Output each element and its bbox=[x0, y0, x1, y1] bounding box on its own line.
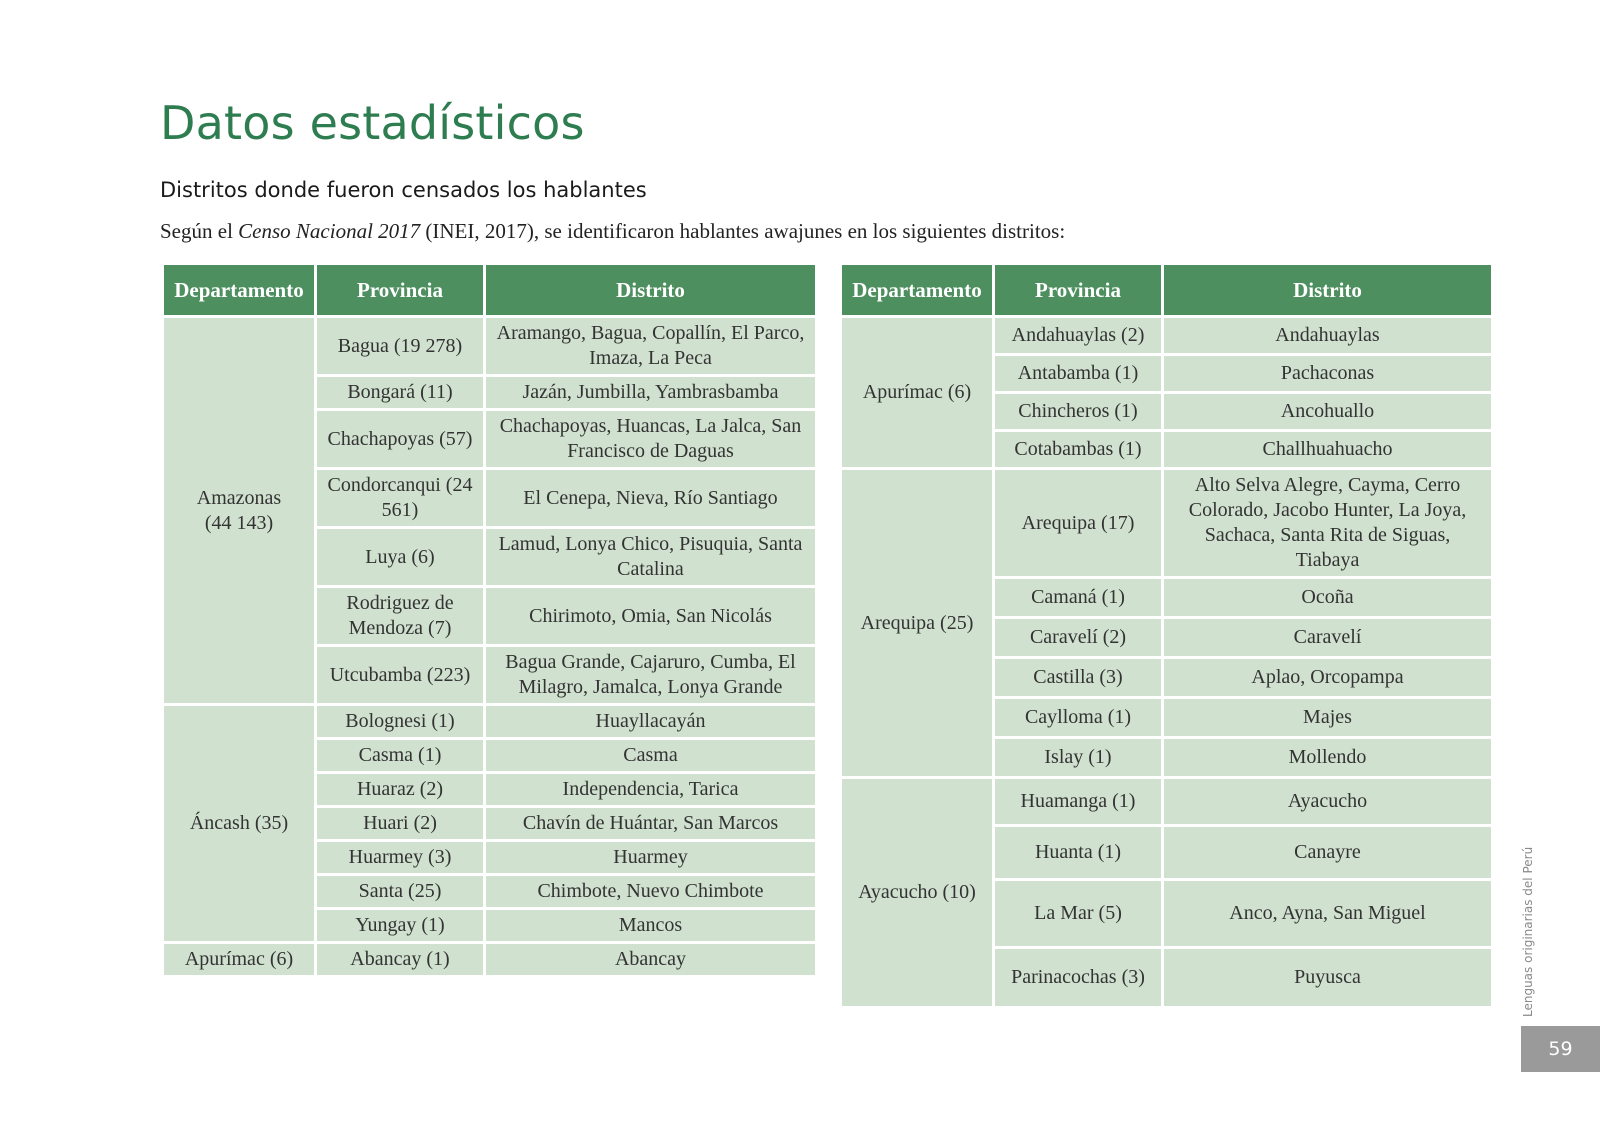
running-title: Lenguas originarias del Perú bbox=[1521, 846, 1535, 1017]
page-number: 59 bbox=[1521, 1026, 1600, 1072]
district-cell: Canayre bbox=[1163, 826, 1493, 880]
province-cell: Bongará (11) bbox=[316, 376, 485, 410]
department-cell: Apurímac (6) bbox=[841, 317, 994, 469]
district-cell: Caravelí bbox=[1163, 618, 1493, 658]
department-cell: Ayacucho (10) bbox=[841, 778, 994, 1008]
province-cell: Abancay (1) bbox=[316, 943, 485, 977]
header-departamento: Departamento bbox=[163, 264, 316, 317]
district-cell: Aplao, Orcopampa bbox=[1163, 658, 1493, 698]
district-cell: Aramango, Bagua, Copallín, El Parco, Imaza, La Peca bbox=[485, 317, 817, 376]
province-cell: Bagua (19 278) bbox=[316, 317, 485, 376]
province-cell: La Mar (5) bbox=[994, 880, 1163, 948]
census-table-right bbox=[839, 262, 1494, 1009]
province-cell: Rodriguez de Mendoza (7) bbox=[316, 587, 485, 646]
table-body bbox=[163, 317, 817, 977]
district-cell: Chirimoto, Omia, San Nicolás bbox=[485, 587, 817, 646]
province-cell: Chincheros (1) bbox=[994, 393, 1163, 431]
district-cell: Pachaconas bbox=[1163, 355, 1493, 393]
header-provincia: Provincia bbox=[316, 264, 485, 317]
district-cell: Jazán, Jumbilla, Yambrasbamba bbox=[485, 376, 817, 410]
province-cell: Huanta (1) bbox=[994, 826, 1163, 880]
department-cell: Amazonas (44 143) bbox=[163, 317, 316, 705]
province-cell: Luya (6) bbox=[316, 528, 485, 587]
district-cell: Huayllacayán bbox=[485, 705, 817, 739]
table-row bbox=[163, 317, 817, 376]
page-title: Datos estadísticos bbox=[160, 96, 585, 150]
province-cell: Condorcanqui (24 561) bbox=[316, 469, 485, 528]
district-cell: Chimbote, Nuevo Chimbote bbox=[485, 875, 817, 909]
province-cell: Huarmey (3) bbox=[316, 841, 485, 875]
province-cell: Huaraz (2) bbox=[316, 773, 485, 807]
table-row bbox=[163, 943, 817, 977]
department-cell: Apurímac (6) bbox=[163, 943, 316, 977]
intro-paragraph bbox=[160, 219, 1065, 244]
department-cell: Arequipa (25) bbox=[841, 469, 994, 778]
province-cell: Caravelí (2) bbox=[994, 618, 1163, 658]
province-cell: Casma (1) bbox=[316, 739, 485, 773]
district-cell: Anco, Ayna, San Miguel bbox=[1163, 880, 1493, 948]
district-cell: Ocoña bbox=[1163, 578, 1493, 618]
district-cell: Lamud, Lonya Chico, Pisuquia, Santa Catalina bbox=[485, 528, 817, 587]
district-cell: Ancohuallo bbox=[1163, 393, 1493, 431]
province-cell: Huamanga (1) bbox=[994, 778, 1163, 826]
district-cell: Bagua Grande, Cajaruro, Cumba, El Milagro, Jamalca, Lonya Grande bbox=[485, 646, 817, 705]
table-row bbox=[163, 705, 817, 739]
table-row bbox=[841, 778, 1493, 826]
table-row bbox=[841, 317, 1493, 355]
district-cell: Abancay bbox=[485, 943, 817, 977]
census-table-left bbox=[161, 262, 818, 978]
province-cell: Santa (25) bbox=[316, 875, 485, 909]
table-row bbox=[841, 469, 1493, 578]
header-distrito: Distrito bbox=[485, 264, 817, 317]
province-cell: Yungay (1) bbox=[316, 909, 485, 943]
province-cell: Chachapoyas (57) bbox=[316, 410, 485, 469]
department-cell: Áncash (35) bbox=[163, 705, 316, 943]
table-body bbox=[841, 317, 1493, 1008]
district-cell: Alto Selva Alegre, Cayma, Cerro Colorado, Jacobo Hunter, La Joya, Sachaca, Santa Rita de Siguas, Tiabaya bbox=[1163, 469, 1493, 578]
header-distrito: Distrito bbox=[1163, 264, 1493, 317]
province-cell: Utcubamba (223) bbox=[316, 646, 485, 705]
province-cell: Cotabambas (1) bbox=[994, 431, 1163, 469]
province-cell: Huari (2) bbox=[316, 807, 485, 841]
district-cell: Casma bbox=[485, 739, 817, 773]
province-cell: Camaná (1) bbox=[994, 578, 1163, 618]
province-cell: Caylloma (1) bbox=[994, 698, 1163, 738]
province-cell: Castilla (3) bbox=[994, 658, 1163, 698]
district-cell: Mollendo bbox=[1163, 738, 1493, 778]
province-cell: Andahuaylas (2) bbox=[994, 317, 1163, 355]
district-cell: Ayacucho bbox=[1163, 778, 1493, 826]
table-header-row bbox=[163, 264, 817, 317]
district-cell: Chavín de Huántar, San Marcos bbox=[485, 807, 817, 841]
province-cell: Arequipa (17) bbox=[994, 469, 1163, 578]
table-header-row bbox=[841, 264, 1493, 317]
province-cell: Parinacochas (3) bbox=[994, 948, 1163, 1008]
intro-suffix: (INEI, 2017), se identificaron hablantes awajunes en los siguientes distritos: bbox=[420, 219, 1066, 243]
district-cell: El Cenepa, Nieva, Río Santiago bbox=[485, 469, 817, 528]
district-cell: Mancos bbox=[485, 909, 817, 943]
intro-prefix: Según el bbox=[160, 219, 239, 243]
district-cell: Chachapoyas, Huancas, La Jalca, San Francisco de Daguas bbox=[485, 410, 817, 469]
district-cell: Independencia, Tarica bbox=[485, 773, 817, 807]
district-cell: Majes bbox=[1163, 698, 1493, 738]
district-cell: Andahuaylas bbox=[1163, 317, 1493, 355]
header-departamento: Departamento bbox=[841, 264, 994, 317]
province-cell: Islay (1) bbox=[994, 738, 1163, 778]
province-cell: Antabamba (1) bbox=[994, 355, 1163, 393]
district-cell: Puyusca bbox=[1163, 948, 1493, 1008]
intro-census-name: Censo Nacional 2017 bbox=[238, 219, 421, 243]
section-subtitle: Distritos donde fueron censados los hablantes bbox=[160, 178, 647, 202]
header-provincia: Provincia bbox=[994, 264, 1163, 317]
district-cell: Challhuahuacho bbox=[1163, 431, 1493, 469]
district-cell: Huarmey bbox=[485, 841, 817, 875]
province-cell: Bolognesi (1) bbox=[316, 705, 485, 739]
